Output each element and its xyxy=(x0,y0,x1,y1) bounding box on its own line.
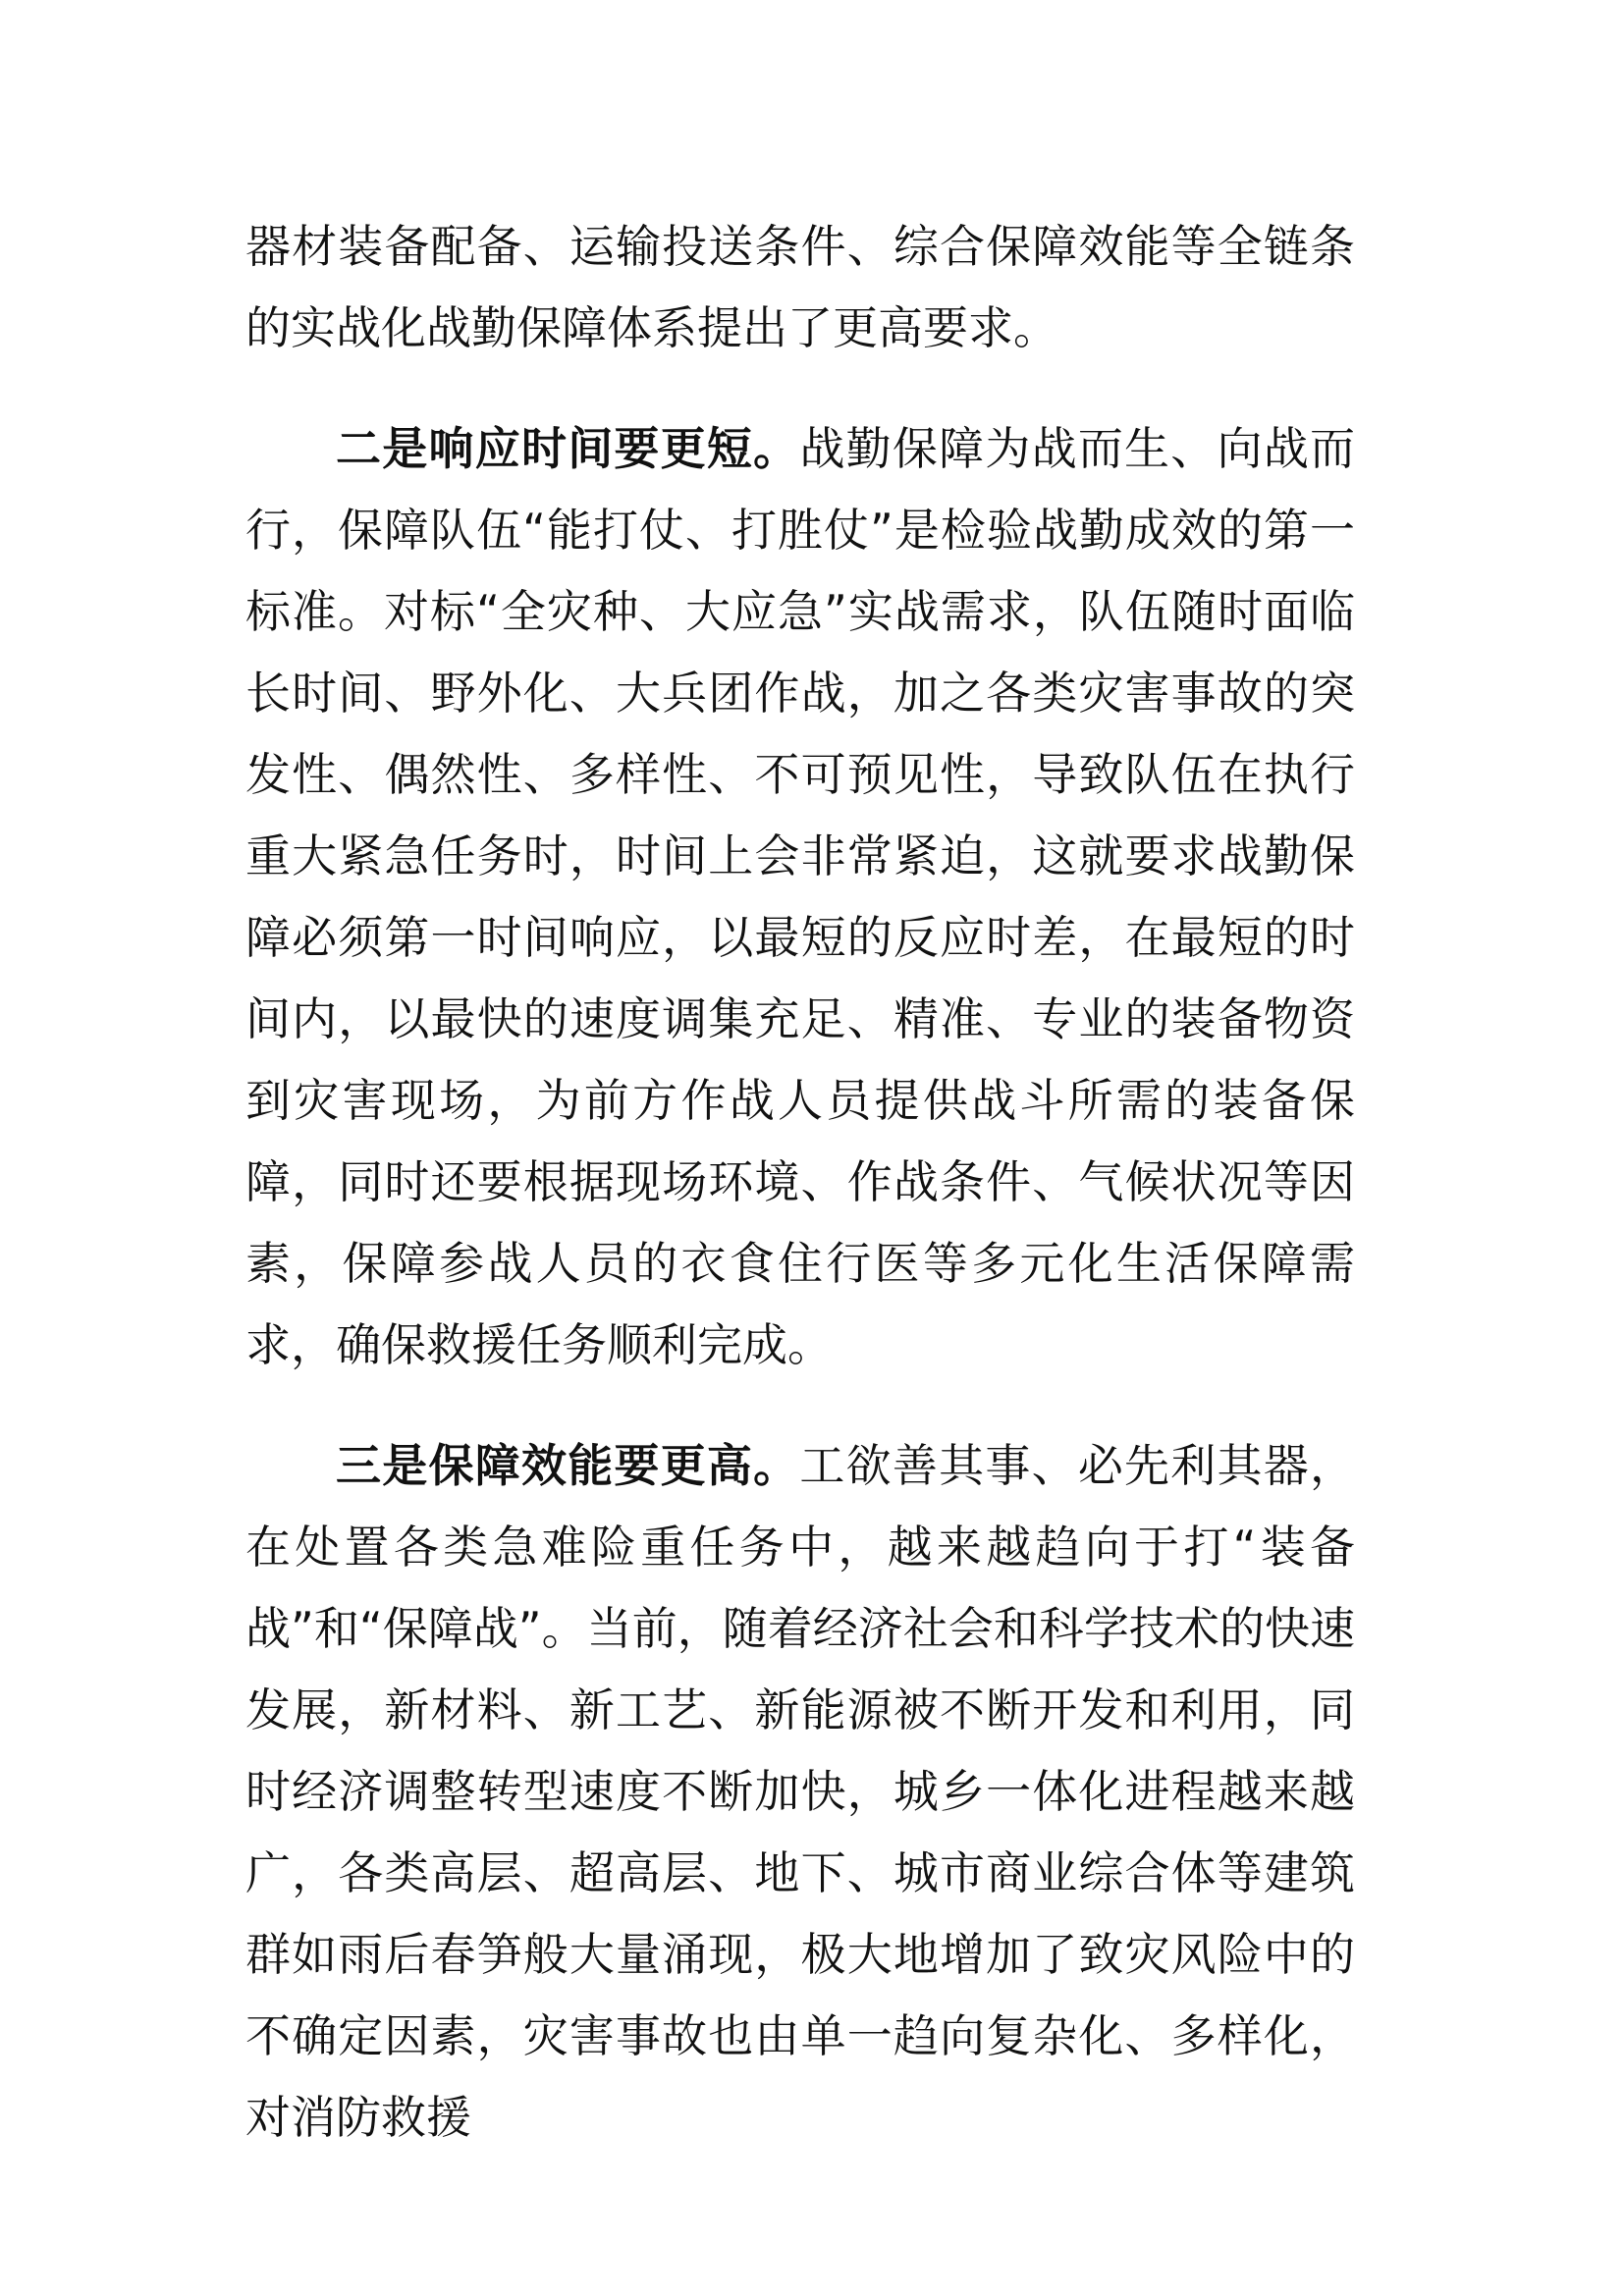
paragraph-support-efficiency xyxy=(245,1425,1355,2159)
paragraph-text: 工欲善其事、必先利其器，在处置各类急难险重任务中，越来越趋向于打“装备战”和“保障战”。当前，随着经济社会和科学技术的快速发展，新材料、新工艺、新能源被不断开发和利用，同时经济调整转型速度不断加快，城乡一体化进程越来越广，各类高层、超高层、地下、城市商业综合体等建筑群如雨后春笋般大量涌现，极大地增加了致灾风险中的不确定因素，灾害事故也由单一趋向复杂化、多样化，对消防救援 xyxy=(245,1439,1356,2144)
paragraph-response-time xyxy=(245,408,1355,1386)
document-body xyxy=(245,206,1355,2159)
paragraph-text: 战勤保障为战而生、向战而行，保障队伍“能打仗、打胜仗”是检验战勤成效的第一标准。对标“全灾种、大应急”实战需求，队伍随时面临长时间、野外化、大兵团作战，加之各类灾害事故的突发性、偶然性、多样性、不可预见性，导致队伍在执行重大紧急任务时，时间上会非常紧迫，这就要求战勤保障必须第一时间响应，以最短的反应时差，在最短的时间内，以最快的速度调集充足、精准、专业的装备物资到灾害现场，为前方作战人员提供战斗所需的装备保障，同时还要根据现场环境、作战条件、气候状况等因素，保障参战人员的衣食住行医等多元化生活保障需求，确保救援任务顺利完成。 xyxy=(245,422,1356,1371)
paragraph-text: 器材装备配备、运输投送条件、综合保障效能等全链条的实战化战勤保障体系提出了更高要求。 xyxy=(245,220,1355,354)
paragraph-continuation xyxy=(245,206,1355,369)
paragraph-lead-heading: 二是响应时间要更短。 xyxy=(336,422,800,475)
paragraph-lead-heading: 三是保障效能要更高。 xyxy=(336,1439,800,1492)
